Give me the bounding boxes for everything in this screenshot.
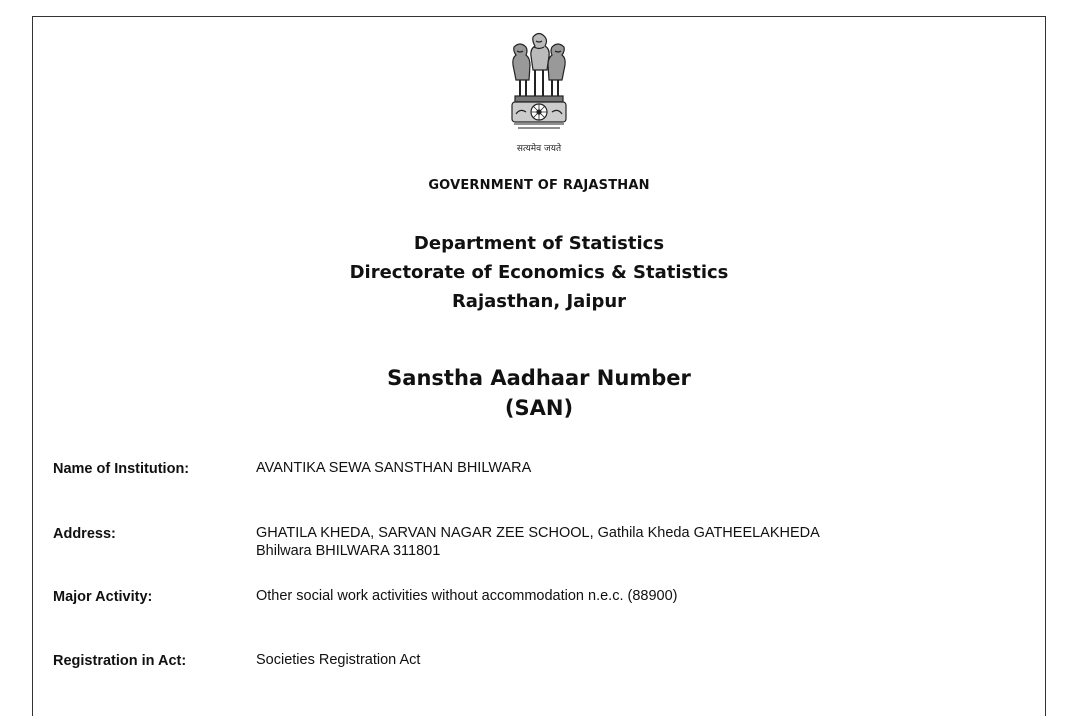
- national-emblem-icon: [506, 29, 572, 137]
- address-value: [256, 524, 996, 560]
- address-line-2: Bhilwara BHILWARA 311801: [256, 543, 441, 559]
- office-location: Rajasthan, Jaipur: [451, 291, 627, 312]
- certificate-title-line2: (SAN): [504, 396, 574, 420]
- certificate: [32, 16, 1046, 716]
- registration-value: Societies Registration Act: [256, 652, 421, 668]
- address-label: Address:: [53, 526, 116, 542]
- department-block: [33, 229, 1045, 316]
- certificate-title: [33, 363, 1045, 423]
- institution-value: AVANTIKA SEWA SANSTHAN BHILWARA: [256, 460, 532, 476]
- government-heading: GOVERNMENT OF RAJASTHAN: [428, 178, 650, 193]
- activity-value: Other social work activities without accommodation n.e.c. (88900): [256, 588, 678, 604]
- address-line-1: GHATILA KHEDA, SARVAN NAGAR ZEE SCHOOL, Gathila Kheda GATHEELAKHEDA: [256, 525, 820, 541]
- certificate-title-line1: Sanstha Aadhaar Number: [387, 366, 691, 390]
- department-name: Department of Statistics: [413, 233, 665, 254]
- institution-label: Name of Institution:: [53, 461, 190, 477]
- activity-label: Major Activity:: [53, 589, 153, 605]
- national-motto: सत्यमेव जयते: [516, 144, 562, 154]
- directorate-name: Directorate of Economics & Statistics: [349, 262, 729, 283]
- registration-label: Registration in Act:: [53, 653, 187, 669]
